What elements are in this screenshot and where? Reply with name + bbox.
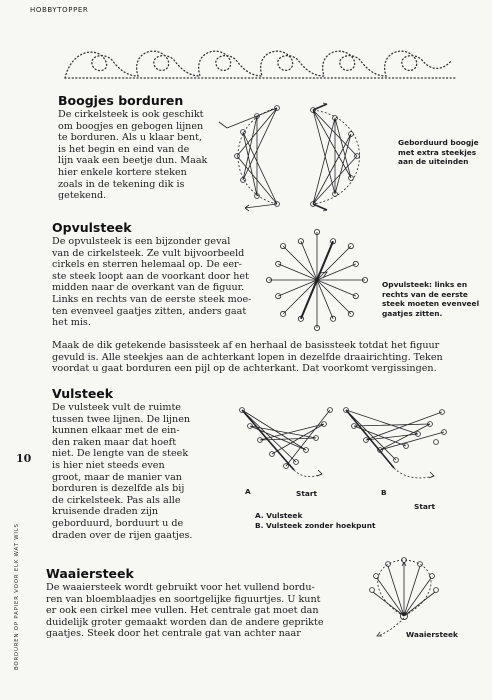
body-line: de cirkelsteek. Pas als alle bbox=[52, 494, 181, 506]
label-b: B bbox=[381, 488, 387, 497]
body-line: borduren is dezelfde als bij bbox=[52, 483, 185, 495]
body-line: De opvulsteek is een bijzonder geval bbox=[52, 236, 231, 247]
caption-line: steek moeten evenveel bbox=[382, 299, 480, 309]
start-label-b: Start bbox=[414, 502, 436, 511]
start-label-a: Start bbox=[296, 489, 318, 498]
body-line: geborduurd, borduurt u de bbox=[52, 517, 184, 529]
side-running-text bbox=[6, 372, 20, 672]
caption-waaiersteek: Waaiersteek bbox=[406, 630, 458, 639]
opvulsteek-body bbox=[52, 236, 282, 329]
body-line: draden over de rijen gaatjes. bbox=[52, 529, 193, 541]
body-line: te borduren. Als u klaar bent, bbox=[58, 132, 203, 144]
body-line: De waaiersteek wordt gebruikt voor het vullend bordu- bbox=[46, 582, 315, 593]
arc-stitch-diagram bbox=[215, 100, 390, 215]
body-line: midden naar de overkant van de figuur. bbox=[52, 282, 245, 294]
caption-line: Geborduurd boogje bbox=[398, 138, 479, 147]
body-line: getekend. bbox=[58, 190, 107, 202]
body-line: voordat u gaat borduren een pijl op de achterkant. Dat voorkomt vergissingen. bbox=[52, 363, 437, 375]
vulsteek-diagram-b bbox=[340, 402, 450, 498]
caption-vulsteek bbox=[255, 511, 375, 530]
body-line: ten evenveel gaatjes zitten, anders gaat bbox=[52, 305, 247, 317]
caption-line: met extra steekjes bbox=[398, 147, 477, 157]
section-title-waaiersteek: Waaiersteek bbox=[46, 566, 134, 581]
fan-stitch-diagram bbox=[366, 556, 446, 640]
body-line: hier enkele kortere steken bbox=[58, 166, 187, 178]
body-line: lijn vaak een beetje dun. Maak bbox=[58, 155, 208, 167]
waaiersteek-body bbox=[46, 582, 366, 640]
body-line: gaatjes. Steek door het centrale gat van achter naar bbox=[46, 628, 301, 640]
boogjes-body bbox=[58, 109, 228, 202]
body-line: ste steek loopt aan de voorkant door het bbox=[52, 270, 249, 282]
side-text: BORDUREN OP PAPIER VOOR ELK WAT WILS bbox=[14, 523, 20, 670]
brand-header: HOBBYTOPPER bbox=[30, 6, 89, 14]
body-line: is hier niet steeds even bbox=[52, 459, 165, 471]
body-line: Maak de dik getekende basissteek af en herhaal de basissteek totdat het figuur bbox=[52, 340, 440, 351]
body-line: den raken maar dat hoeft bbox=[52, 436, 177, 448]
body-line: Links en rechts van de eerste steek moe- bbox=[52, 293, 252, 305]
section-title-boogjes: Boogjes borduren bbox=[58, 93, 184, 108]
body-line: om boogjes en gebogen lijnen bbox=[58, 120, 204, 132]
body-line: er ook een cirkel mee vullen. Het centrale gat moet dan bbox=[46, 605, 319, 617]
body-line: gevuld is. Alle steekjes aan de achterkant lopen in dezelfde draairichting. Teken bbox=[52, 351, 443, 363]
body-line: De cirkelsteek is ook geschikt bbox=[58, 109, 204, 120]
body-line: is het begin en eind van de bbox=[58, 143, 190, 155]
caption-line: aan de uiteinden bbox=[398, 157, 469, 167]
opvulsteek-wide-body bbox=[52, 340, 472, 375]
body-line: zoals in de tekening dik is bbox=[58, 178, 185, 190]
body-line: De vulsteek vult de ruimte bbox=[52, 402, 181, 413]
section-title-opvulsteek: Opvulsteek bbox=[52, 220, 132, 235]
body-line: het mis. bbox=[52, 317, 91, 329]
caption-line: rechts van de eerste bbox=[382, 289, 468, 299]
body-line: cirkels en sterren helemaal op. De eer- bbox=[52, 259, 242, 271]
caption-line: A. Vulsteek bbox=[255, 511, 303, 520]
label-a: A bbox=[245, 487, 251, 496]
body-line: niet. De lengte van de steek bbox=[52, 448, 189, 460]
caption-boogjes bbox=[398, 138, 479, 167]
body-line: van de cirkelsteek. Ze vult bijvoorbeeld bbox=[52, 247, 245, 259]
fill-stitch-diagram bbox=[262, 224, 372, 336]
body-line: kunnen elkaar met de ein- bbox=[52, 425, 180, 437]
decorative-scroll-border bbox=[60, 40, 460, 85]
body-line: ren van bloemblaadjes en soortgelijke figuurtjes. U kunt bbox=[46, 593, 321, 605]
page-number: 10 bbox=[16, 452, 32, 465]
caption-line: Opvulsteek: links en bbox=[382, 280, 468, 289]
caption-line: gaatjes zitten. bbox=[382, 308, 443, 318]
body-line: groot, maar de manier van bbox=[52, 471, 182, 483]
body-line: tussen twee lijnen. De lijnen bbox=[52, 413, 191, 425]
section-title-vulsteek: Vulsteek bbox=[52, 386, 114, 401]
vulsteek-diagram-a bbox=[236, 404, 336, 496]
body-line: duidelijk groter gemaakt worden dan de andere geprikte bbox=[46, 616, 324, 628]
caption-opvulsteek bbox=[382, 280, 479, 318]
vulsteek-body bbox=[52, 402, 232, 541]
caption-line: B. Vulsteek zonder hoekpunt bbox=[255, 520, 376, 530]
body-line: kruisende draden zijn bbox=[52, 506, 159, 518]
